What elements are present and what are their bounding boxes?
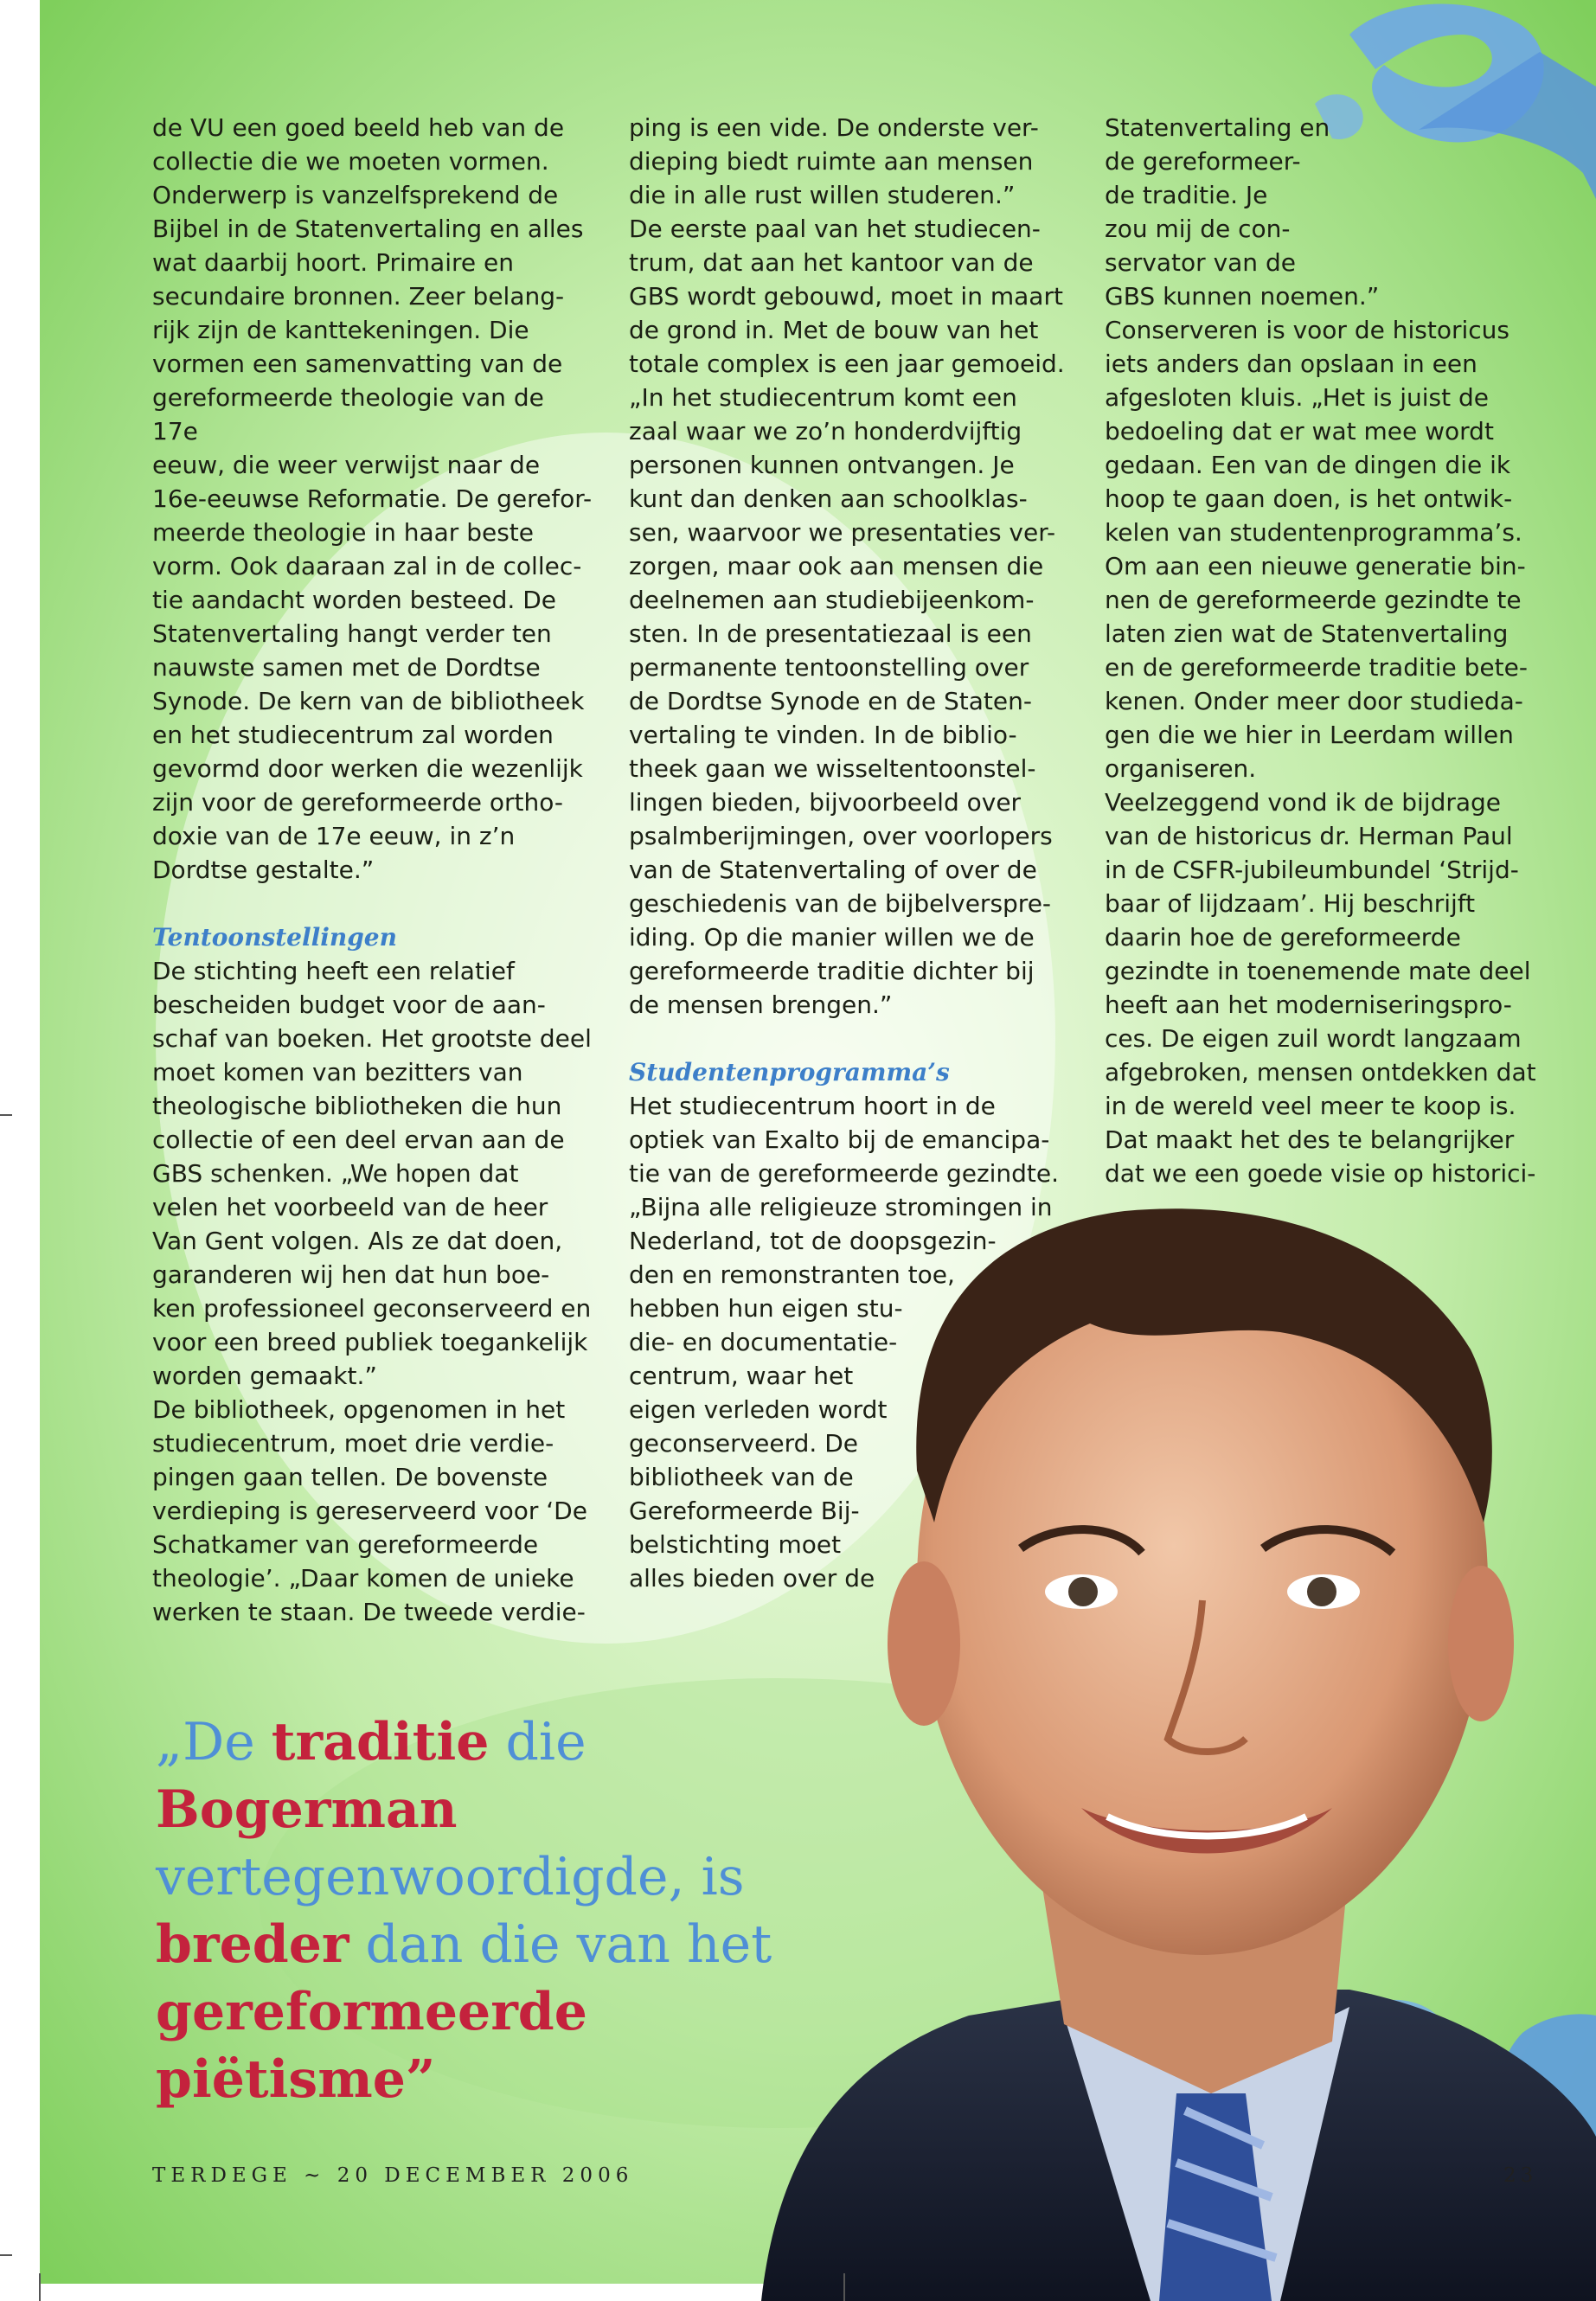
- body-line: Synode. De kern van de bibliotheek: [152, 687, 585, 715]
- body-line: schaf van boeken. Het grootste deel: [152, 1024, 592, 1053]
- body-line: De stichting heeft een relatief: [152, 957, 515, 985]
- body-line: nen de gereformeerde gezindte te: [1105, 586, 1522, 614]
- quote-text: die: [489, 1712, 586, 1772]
- body-line: De eerste paal van het studiecen-: [629, 215, 1041, 243]
- body-line: Schatkamer van gereformeerde: [152, 1530, 539, 1559]
- body-line: en het studiecentrum zal worden: [152, 721, 554, 749]
- body-line: geconserveerd. De: [629, 1429, 859, 1458]
- body-line: gevormd door werken die wezenlijk: [152, 754, 583, 783]
- body-line: Het studiecentrum hoort in de: [629, 1092, 996, 1120]
- body-line: zorgen, maar ook aan mensen die: [629, 552, 1044, 580]
- quote-emphasis: Bogerman: [156, 1779, 458, 1840]
- body-line: bibliotheek van de: [629, 1463, 854, 1491]
- body-line: vertaling te vinden. In de biblio-: [629, 721, 1017, 749]
- body-line: kelen van studentenprogramma’s.: [1105, 518, 1522, 547]
- body-line: afgebroken, mensen ontdekken dat: [1105, 1058, 1536, 1086]
- body-line: garanderen wij hen dat hun boe-: [152, 1260, 550, 1289]
- body-line: tie van de gereformeerde gezindte.: [629, 1159, 1060, 1188]
- subheading-tentoonstellingen: Tentoonstellingen: [152, 923, 397, 952]
- body-line: kenen. Onder meer door studieda-: [1105, 687, 1523, 715]
- body-line: in de wereld veel meer te koop is.: [1105, 1092, 1516, 1120]
- body-line: Onderwerp is vanzelfsprekend de: [152, 181, 559, 209]
- body-line: Van Gent volgen. Als ze dat doen,: [152, 1227, 563, 1255]
- text-column-1: [152, 111, 593, 1629]
- body-line: de gereformeer-: [1105, 147, 1301, 176]
- body-line: geschiedenis van de bijbelverspre-: [629, 889, 1052, 918]
- body-line: laten zien wat de Statenvertaling: [1105, 619, 1509, 648]
- body-line: collectie of een deel ervan aan de: [152, 1125, 565, 1154]
- body-line: de grond in. Met de bouw van het: [629, 316, 1039, 344]
- body-line: afgesloten kluis. „Het is juist de: [1105, 383, 1489, 412]
- quote-emphasis: gereformeerde: [156, 1982, 587, 2042]
- body-line: De bibliotheek, opgenomen in het: [152, 1395, 566, 1424]
- body-line: de VU een goed beeld heb van de: [152, 113, 565, 142]
- body-line: zaal waar we zo’n honderdvijftig: [629, 417, 1022, 445]
- quote-text: vertegenwoordigde, is: [156, 1847, 745, 1907]
- body-line: 16e-eeuwse Reformatie. De gerefor-: [152, 484, 593, 513]
- quote-emphasis: piëtisme: [156, 2049, 406, 2110]
- crop-mark: [0, 1114, 12, 1116]
- quote-emphasis: traditie: [271, 1712, 490, 1772]
- body-line: velen het voorbeeld van de heer: [152, 1193, 548, 1221]
- body-line: de traditie. Je: [1105, 181, 1268, 209]
- body-line: gen die we hier in Leerdam willen: [1105, 721, 1514, 749]
- body-line: gedaan. Een van de dingen die ik: [1105, 451, 1511, 479]
- body-line: verdieping is gereserveerd voor ‘De: [152, 1497, 587, 1525]
- body-line: theologie’. „Daar komen de unieke: [152, 1564, 574, 1593]
- body-line: GBS wordt gebouwd, moet in maart: [629, 282, 1063, 311]
- body-line: bescheiden budget voor de aan-: [152, 990, 546, 1019]
- body-line: permanente tentoonstelling over: [629, 653, 1029, 682]
- body-line: theologische bibliotheken die hun: [152, 1092, 562, 1120]
- body-line: Bijbel in de Statenvertaling en alles: [152, 215, 584, 243]
- body-line: worden gemaakt.”: [152, 1362, 377, 1390]
- body-line: Dordtse gestalte.”: [152, 856, 375, 884]
- body-line: in de CSFR-jubileumbundel ‘Strijd-: [1105, 856, 1519, 884]
- body-line: nauwste samen met de Dordtse: [152, 653, 541, 682]
- body-line: Statenvertaling en: [1105, 113, 1330, 142]
- crop-mark: [39, 2273, 41, 2301]
- body-line: van de historicus dr. Herman Paul: [1105, 822, 1513, 850]
- body-line: zou mij de con-: [1105, 215, 1291, 243]
- body-line: lingen bieden, bijvoorbeeld over: [629, 788, 1022, 817]
- body-line: kunt dan denken aan schoolklas-: [629, 484, 1028, 513]
- quote-text: dan die van het: [349, 1914, 772, 1975]
- body-line: theek gaan we wisseltentoonstel-: [629, 754, 1036, 783]
- body-line: zijn voor de gereformeerde ortho-: [152, 788, 563, 817]
- body-line: Dat maakt het des te belangrijker: [1105, 1125, 1515, 1154]
- body-line: ces. De eigen zuil wordt langzaam: [1105, 1024, 1522, 1053]
- body-line: ken professioneel geconserveerd en: [152, 1294, 592, 1323]
- footer-publication: TERDEGE ~ 20 DECEMBER 2006: [152, 2164, 634, 2187]
- body-line: belstichting moet: [629, 1530, 842, 1559]
- body-line: voor een breed publiek toegankelijk: [152, 1328, 588, 1356]
- body-line: Statenvertaling hangt verder ten: [152, 619, 552, 648]
- body-line: ping is een vide. De onderste ver-: [629, 113, 1039, 142]
- body-line: personen kunnen ontvangen. Je: [629, 451, 1015, 479]
- body-line: gereformeerde theologie van de 17e: [152, 383, 544, 445]
- body-line: eeuw, die weer verwijst naar de: [152, 451, 541, 479]
- body-line: alles bieden over de: [629, 1564, 875, 1593]
- body-line: totale complex is een jaar gemoeid.: [629, 349, 1065, 378]
- body-line: collectie die we moeten vormen.: [152, 147, 549, 176]
- body-line: doxie van de 17e eeuw, in z’n: [152, 822, 516, 850]
- body-line: servator van de: [1105, 248, 1296, 277]
- body-line: trum, dat aan het kantoor van de: [629, 248, 1034, 277]
- body-line: dat we een goede visie op historici-: [1105, 1159, 1536, 1188]
- crop-mark: [0, 2254, 12, 2256]
- body-line: optiek van Exalto bij de emancipa-: [629, 1125, 1050, 1154]
- quote-close-mark: ”: [405, 2049, 436, 2110]
- quote-text: „De: [156, 1712, 272, 1772]
- body-line: den en remonstranten toe,: [629, 1260, 955, 1289]
- body-line: werken te staan. De tweede verdie-: [152, 1598, 586, 1626]
- body-line: „Bijna alle religieuze stromingen in: [629, 1193, 1053, 1221]
- body-line: „In het studiecentrum komt een: [629, 383, 1017, 412]
- body-line: Gereformeerde Bij-: [629, 1497, 860, 1525]
- body-line: sten. In de presentatiezaal is een: [629, 619, 1032, 648]
- body-line: eigen verleden wordt: [629, 1395, 888, 1424]
- body-line: van de Statenvertaling of over de: [629, 856, 1037, 884]
- crop-mark: [843, 2273, 845, 2301]
- body-line: bedoeling dat er wat mee wordt: [1105, 417, 1494, 445]
- body-line: daarin hoe de gereformeerde: [1105, 923, 1461, 952]
- body-line: psalmberijmingen, over voorlopers: [629, 822, 1053, 850]
- body-line: secundaire bronnen. Zeer belang-: [152, 282, 565, 311]
- body-line: dieping biedt ruimte aan mensen: [629, 147, 1034, 176]
- body-line: pingen gaan tellen. De bovenste: [152, 1463, 548, 1491]
- body-line: organiseren.: [1105, 754, 1257, 783]
- body-line: de mensen brengen.”: [629, 990, 893, 1019]
- body-line: baar of lijdzaam’. Hij beschrijft: [1105, 889, 1476, 918]
- body-line: tie aandacht worden besteed. De: [152, 586, 556, 614]
- body-line: GBS schenken. „We hopen dat: [152, 1159, 519, 1188]
- body-line: GBS kunnen noemen.”: [1105, 282, 1380, 311]
- body-line: wat daarbij hoort. Primaire en: [152, 248, 514, 277]
- text-column-3: [1105, 111, 1554, 1190]
- body-line: Conserveren is voor de historicus: [1105, 316, 1509, 344]
- body-line: die in alle rust willen studeren.”: [629, 181, 1016, 209]
- body-line: gezindte in toenemende mate deel: [1105, 957, 1531, 985]
- body-line: hebben hun eigen stu-: [629, 1294, 903, 1323]
- body-line: heeft aan het moderniseringspro-: [1105, 990, 1512, 1019]
- body-line: de Dordtse Synode en de Staten-: [629, 687, 1032, 715]
- body-line: vorm. Ook daaraan zal in de collec-: [152, 552, 582, 580]
- body-line: rijk zijn de kanttekeningen. Die: [152, 316, 529, 344]
- body-line: centrum, waar het: [629, 1362, 854, 1390]
- body-line: die- en documentatie-: [629, 1328, 898, 1356]
- body-line: en de gereformeerde traditie bete-: [1105, 653, 1528, 682]
- body-line: meerde theologie in haar beste: [152, 518, 535, 547]
- body-line: gereformeerde traditie dichter bij: [629, 957, 1035, 985]
- body-line: moet komen van bezitters van: [152, 1058, 523, 1086]
- body-line: iding. Op die manier willen we de: [629, 923, 1035, 952]
- body-line: Om aan een nieuwe generatie bin-: [1105, 552, 1526, 580]
- body-line: deelnemen aan studiebijeenkom-: [629, 586, 1035, 614]
- quote-emphasis: breder: [156, 1914, 349, 1975]
- body-line: iets anders dan opslaan in een: [1105, 349, 1477, 378]
- body-line: sen, waarvoor we presentaties ver-: [629, 518, 1056, 547]
- body-line: studiecentrum, moet drie verdie-: [152, 1429, 554, 1458]
- body-line: Veelzeggend vond ik de bijdrage: [1105, 788, 1502, 817]
- pull-quote: [156, 1708, 813, 2113]
- body-line: hoop te gaan doen, is het ontwik-: [1105, 484, 1513, 513]
- page-number: 23: [1503, 2164, 1538, 2187]
- text-column-2: [629, 111, 1070, 1595]
- body-line: Nederland, tot de doopsgezin-: [629, 1227, 997, 1255]
- subheading-studentenprogrammas: Studentenprogramma’s: [629, 1058, 950, 1086]
- body-line: vormen een samenvatting van de: [152, 349, 563, 378]
